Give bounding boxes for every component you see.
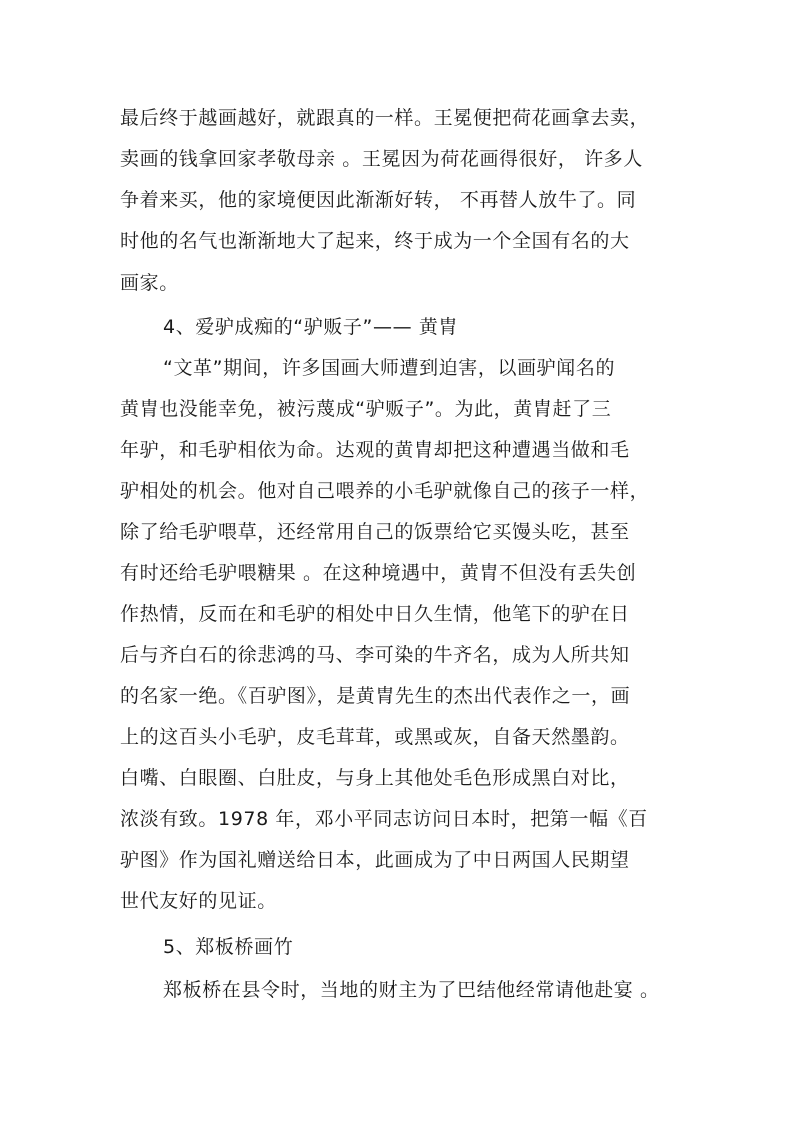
paragraph-line: 驴图》作为国礼赠送给日本，此画成为了中日两国人民期望 — [120, 849, 630, 871]
paragraph-line: 郑板桥在县令时，当地的财主为了巴结他经常请他赴宴 。 — [163, 979, 660, 1001]
paragraph-line: 最后终于越画越好，就跟真的一样。王冕便把荷花画拿去卖， — [120, 107, 650, 129]
paragraph-line: “文革”期间，许多国画大师遭到迫害，以画驴闻名的 — [163, 357, 616, 379]
paragraph-line: 黄胄也没能幸免，被污蔑成“驴贩子”。为此，黄胄赶了三 — [120, 398, 612, 420]
paragraph-line: 作热情，反而在和毛驴的相处中日久生情，他笔下的驴在日 — [120, 603, 630, 625]
paragraph-line: 卖画的钱拿回家孝敬母亲 。王冕因为荷花画得很好， 许多人 — [120, 148, 643, 170]
paragraph-line: 画家。 — [120, 272, 179, 294]
section-heading: 4、爱驴成痴的“驴贩子”—— 黄胄 — [163, 316, 459, 338]
paragraph-line: 驴相处的机会。他对自己喂养的小毛驴就像自己的孩子一样， — [120, 480, 650, 502]
paragraph-line: 浓淡有致。1978 年，邓小平同志访问日本时，把第一幅《百 — [120, 808, 648, 830]
paragraph-line: 时他的名气也渐渐地大了起来，终于成为一个全国有名的大 — [120, 230, 630, 252]
paragraph-line: 后与齐白石的徐悲鸿的马、李可染的牛齐名，成为人所共知 — [120, 644, 630, 666]
paragraph-line: 除了给毛驴喂草，还经常用自己的饭票给它买馒头吃，甚至 — [120, 521, 630, 543]
paragraph-line: 白嘴、白眼圈、白肚皮，与身上其他处毛色形成黑白对比， — [120, 767, 630, 789]
paragraph-line: 的名家一绝。《百驴图》，是黄胄先生的杰出代表作之一，画 — [120, 685, 631, 707]
paragraph-line: 争着来买，他的家境便因此渐渐好转， 不再替人放牛了。同 — [120, 189, 637, 211]
paragraph-line: 年驴，和毛驴相依为命。达观的黄胄却把这种遭遇当做和毛 — [120, 439, 630, 461]
section-heading: 5、郑板桥画竹 — [163, 936, 294, 958]
paragraph-line: 上的这百头小毛驴，皮毛茸茸，或黑或灰，自备天然墨韵。 — [120, 726, 630, 748]
paragraph-line: 有时还给毛驴喂糖果 。在这种境遇中，黄胄不但没有丢失创 — [120, 562, 637, 584]
paragraph-line: 世代友好的见证。 — [120, 890, 277, 912]
